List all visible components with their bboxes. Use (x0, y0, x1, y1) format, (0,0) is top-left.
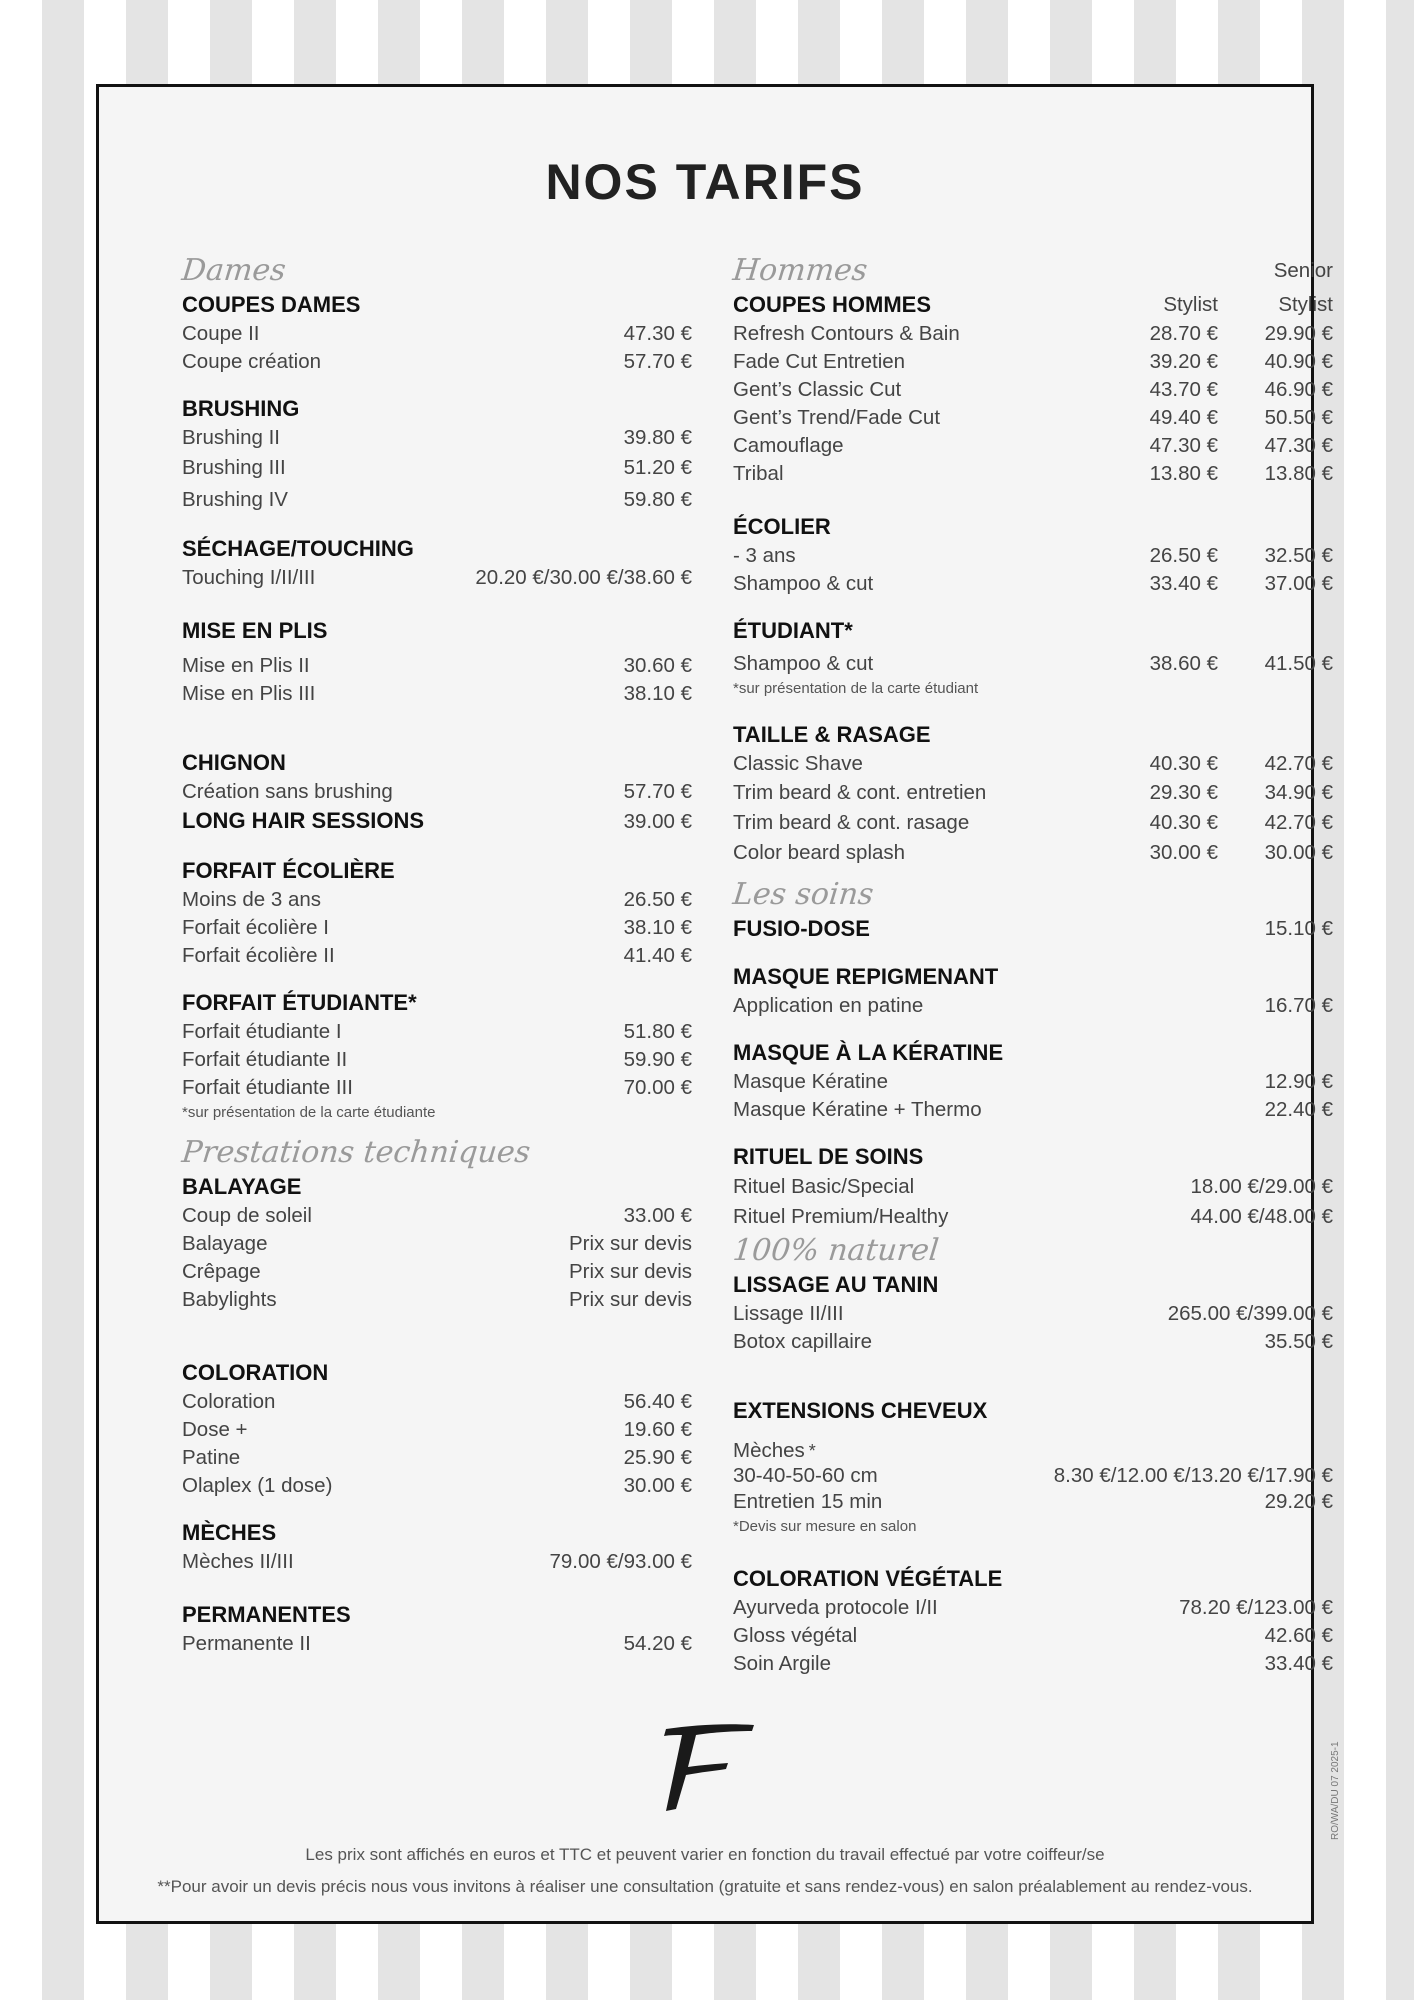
footer (99, 1839, 1311, 1903)
price-row: Balayage Prix sur devis (182, 1232, 692, 1255)
price-row: Tribal 13.80 € 13.80 € (733, 462, 1333, 485)
section-heading: MASQUE REPIGMENANT (733, 964, 999, 989)
price-row: Permanente II 54.20 € (182, 1632, 692, 1655)
price-row: - 3 ans 26.50 € 32.50 € (733, 544, 1333, 567)
price-row: Patine 25.90 € (182, 1446, 692, 1469)
price-row: Fade Cut Entretien 39.20 € 40.90 € (733, 350, 1333, 373)
section-coupes-dames (182, 290, 692, 376)
price-row: Gent’s Classic Cut 43.70 € 46.90 € (733, 378, 1333, 401)
column-label-stylist: Stylist (1163, 293, 1218, 316)
section-heading: EXTENSIONS CHEVEUX (733, 1398, 988, 1423)
column-label-senior: Senior (1273, 259, 1333, 282)
section-heading: FORFAIT ÉTUDIANTE* (182, 990, 417, 1015)
section-balayage (182, 1172, 692, 1314)
section-heading: RITUEL DE SOINS (733, 1144, 924, 1169)
section-heading: ÉCOLIER (733, 514, 831, 539)
price-row: Dose + 19.60 € (182, 1418, 692, 1441)
section-coloration (182, 1358, 692, 1500)
section-heading: FORFAIT ÉCOLIÈRE (182, 858, 395, 883)
section-heading: SÉCHAGE/TOUCHING (182, 536, 414, 561)
section-etudiant (733, 616, 1333, 700)
price-row: Moins de 3 ans 26.50 € (182, 888, 692, 911)
price-row: Rituel Basic/Special 18.00 €/29.00 € (733, 1175, 1333, 1198)
page-title: NOS TARIFS (545, 154, 865, 210)
price-row: Brushing II 39.80 € (182, 426, 692, 449)
price-row: Crêpage Prix sur devis (182, 1260, 692, 1283)
section-sechage (182, 534, 692, 592)
price-row: Coupe II 47.30 € (182, 322, 692, 345)
document-reference-code: RO/WA/DU 07 2025-1 (1330, 1741, 1341, 1840)
column-label-senior-stylist: Stylist (1278, 293, 1333, 316)
price-row: Gent’s Trend/Fade Cut 49.40 € 50.50 € (733, 406, 1333, 429)
brand-f-logo-icon (654, 1717, 764, 1817)
section-coloration-vegetale (733, 1564, 1333, 1678)
footnote: *sur présentation de la carte étudiante (182, 1104, 436, 1121)
section-script-hommes: Hommes (731, 253, 870, 288)
price-row: 30-40-50-60 cm 8.30 €/12.00 €/13.20 €/17.90 € (733, 1464, 1333, 1487)
price-row: Coloration 56.40 € (182, 1390, 692, 1413)
price-row: Trim beard & cont. entretien 29.30 € 34.90 € (733, 781, 1333, 804)
section-forfait-etudiante (182, 988, 692, 1124)
section-script-naturel: 100% naturel (731, 1233, 941, 1268)
coupes-hommes-header (733, 290, 1333, 320)
footer-line-1: Les prix sont affichés en euros et TTC et peuvent varier en fonction du travail effectué par votre coiffeur/se (305, 1845, 1105, 1864)
section-heading: MASQUE À LA KÉRATINE (733, 1040, 1004, 1065)
section-heading: MÈCHES (182, 1520, 277, 1545)
section-heading: MISE EN PLIS (182, 618, 328, 643)
section-heading: COUPES DAMES (182, 292, 361, 317)
section-mise-en-plis (182, 616, 692, 708)
section-heading: LISSAGE AU TANIN (733, 1272, 939, 1297)
price-row: Entretien 15 min 29.20 € (733, 1490, 1333, 1513)
price-row: Color beard splash 30.00 € 30.00 € (733, 841, 1333, 864)
price-row: Création sans brushing 57.70 € (182, 780, 692, 803)
section-chignon (182, 748, 692, 838)
section-heading: TAILLE & RASAGE (733, 722, 931, 747)
price-row: Shampoo & cut 38.60 € 41.50 € (733, 652, 1333, 675)
price-row: Coupe création 57.70 € (182, 350, 692, 373)
price-row: Lissage II/III 265.00 €/399.00 € (733, 1302, 1333, 1325)
footer-line-2: **Pour avoir un devis précis nous vous invitons à réaliser une consultation (gratuite et sans rendez-vous) en salon préalablement au rendez-vous. (157, 1877, 1253, 1896)
section-masque-repigmenant (733, 962, 1333, 1020)
price-row: Camouflage 47.30 € 47.30 € (733, 434, 1333, 457)
section-meches (182, 1518, 692, 1576)
price-row: Mise en Plis II 30.60 € (182, 654, 692, 677)
price-row: Refresh Contours & Bain 28.70 € 29.90 € (733, 322, 1333, 345)
section-heading: COUPES HOMMES (733, 292, 932, 317)
price-row: Forfait écolière I 38.10 € (182, 916, 692, 939)
section-extensions (733, 1396, 1333, 1538)
footnote: *Devis sur mesure en salon (733, 1518, 917, 1535)
price-row: Forfait étudiante III 70.00 € (182, 1076, 692, 1099)
section-permanentes (182, 1600, 692, 1658)
section-heading: FUSIO-DOSE (733, 916, 870, 941)
price-row: Ayurveda protocole I/II 78.20 €/123.00 € (733, 1596, 1333, 1619)
section-forfait-ecoliere (182, 856, 692, 970)
section-script-soins: Les soins (731, 877, 876, 912)
section-fusio-dose (733, 914, 1333, 944)
section-coupes-hommes (733, 290, 1333, 488)
price-row: Trim beard & cont. rasage 40.30 € 42.70 € (733, 811, 1333, 834)
price-row: FUSIO-DOSE 15.10 € (733, 914, 1333, 944)
section-brushing (182, 394, 692, 516)
section-heading: COLORATION VÉGÉTALE (733, 1566, 1003, 1591)
hommes-header (733, 252, 1333, 290)
section-heading: PERMANENTES (182, 1602, 351, 1627)
price-row: Rituel Premium/Healthy 44.00 €/48.00 € (733, 1205, 1333, 1228)
mens-column (733, 252, 1333, 1678)
price-row: Masque Kératine + Thermo 22.40 € (733, 1098, 1333, 1121)
price-row: Forfait étudiante I 51.80 € (182, 1020, 692, 1043)
price-row: Gloss végétal 42.60 € (733, 1624, 1333, 1647)
price-row: Brushing IV 59.80 € (182, 488, 692, 511)
price-list-card (96, 84, 1333, 1924)
price-row: Botox capillaire 35.50 € (733, 1330, 1333, 1353)
ladies-column (182, 252, 692, 1658)
price-row: Olaplex (1 dose) 30.00 € (182, 1474, 692, 1497)
price-row: Shampoo & cut 33.40 € 37.00 € (733, 572, 1333, 595)
price-row: Forfait étudiante II 59.90 € (182, 1048, 692, 1071)
section-masque-keratine (733, 1038, 1333, 1124)
price-row: Touching I/II/III 20.20 €/30.00 €/38.60 € (182, 566, 692, 589)
price-row: Forfait écolière II 41.40 € (182, 944, 692, 967)
price-row: LONG HAIR SESSIONS 39.00 € (182, 808, 692, 833)
section-script-dames: Dames (180, 253, 288, 288)
meches-label-row: Mèches * (733, 1439, 816, 1462)
footnote: *sur présentation de la carte étudiant (733, 680, 979, 697)
price-row: Babylights Prix sur devis (182, 1288, 692, 1311)
section-heading: BRUSHING (182, 396, 300, 421)
price-row: Masque Kératine 12.90 € (733, 1070, 1333, 1093)
section-script-prestations: Prestations techniques (180, 1135, 533, 1170)
price-row: Soin Argile 33.40 € (733, 1652, 1333, 1675)
price-row: Application en patine 16.70 € (733, 994, 1333, 1017)
price-row: Mise en Plis III 38.10 € (182, 682, 692, 705)
section-heading: CHIGNON (182, 750, 286, 775)
section-rituel (733, 1142, 1333, 1232)
price-row: Brushing III 51.20 € (182, 456, 692, 479)
section-heading: BALAYAGE (182, 1174, 302, 1199)
section-lissage (733, 1270, 1333, 1356)
section-heading: COLORATION (182, 1360, 329, 1385)
section-ecolier (733, 512, 1333, 598)
section-taille-rasage (733, 720, 1333, 868)
price-row: Classic Shave 40.30 € 42.70 € (733, 752, 1333, 775)
section-heading: ÉTUDIANT* (733, 618, 853, 643)
price-row: Coup de soleil 33.00 € (182, 1204, 692, 1227)
price-row: Mèches II/III 79.00 €/93.00 € (182, 1550, 692, 1573)
